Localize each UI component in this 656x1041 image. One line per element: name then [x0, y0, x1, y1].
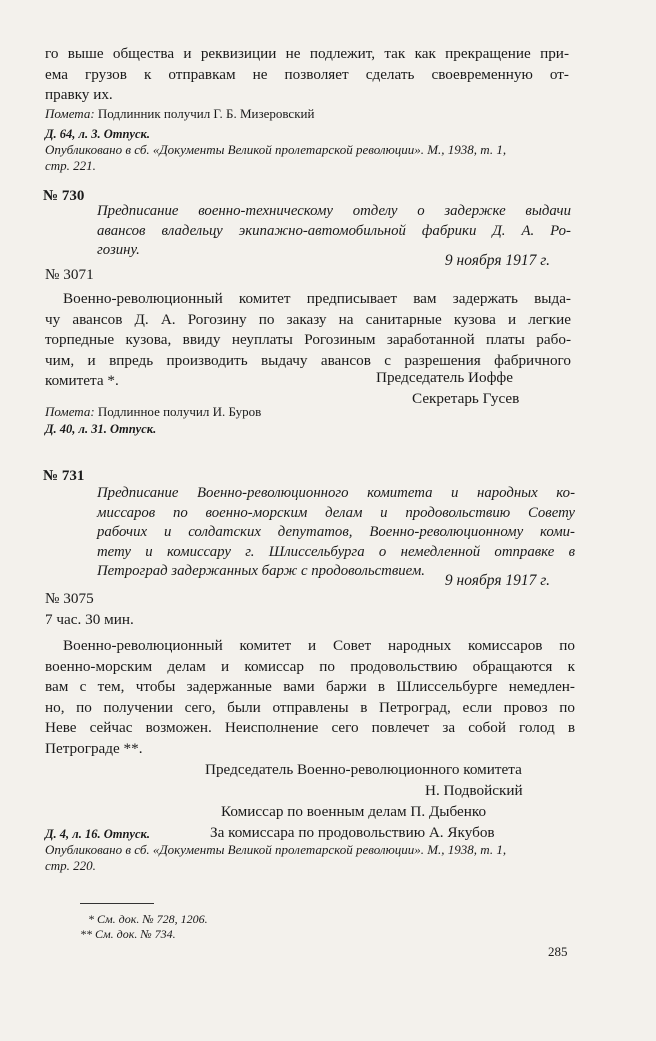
page-number: 285 [548, 944, 568, 959]
title-line: рабочих и солдатских депутатов, Военно-революционному коми- [97, 524, 575, 540]
archive-ref: Д. 4, л. 16. Отпуск. [45, 827, 150, 841]
title-line: тету и комиссару г. Шлиссельбурга о немедленной отправке в [97, 543, 575, 560]
body-line: Военно-революционный комитет предписывает вам задержать выда- [63, 290, 571, 307]
body-line: Неве сейчас возможен. Неисполнение сего повлечет за собой голод в [45, 719, 575, 736]
document-number: № 730 [43, 188, 85, 204]
top-note [45, 106, 314, 122]
signature-line: За комиссара по продовольствию А. Якубов [210, 824, 495, 841]
document-number: № 731 [43, 468, 85, 484]
title-line: Предписание военно-техническому отделу о задержке выдачи [97, 203, 571, 219]
title-line: авансов владельцу экипажно-автомобильной фабрики Д. А. Ро- [97, 222, 571, 239]
footnote-divider [80, 903, 154, 904]
title-line: Петроград задержанных барж с продовольствием. [97, 563, 426, 579]
body-line: Военно-революционный комитет и Совет народных комиссаров по [63, 637, 575, 654]
paragraph-line: ема грузов к отправкам не позволяет сделать своевременную от- [45, 65, 569, 83]
footnote: ** См. док. № 734. [80, 927, 176, 941]
footnote: * См. док. № 728, 1206. [88, 912, 208, 926]
document-time: 7 час. 30 мин. [45, 611, 134, 628]
document-ref: № 3071 [45, 266, 94, 283]
published-line: Опубликовано в сб. «Документы Великой пролетарской революции». М., 1938, т. 1, [45, 142, 507, 157]
title-line: миссаров по военно-морским делам и продовольствию Совету [97, 504, 575, 521]
paragraph-line: го выше общества и реквизиции не подлежит, так как прекращение при- [45, 45, 569, 62]
published-line: стр. 221. [45, 158, 96, 173]
signature-line: Председатель Военно-революционного комитета [205, 761, 522, 778]
document-date: 9 ноября 1917 г. [444, 252, 550, 269]
published-note [45, 842, 590, 874]
document-body [45, 636, 575, 759]
continuation-paragraph [45, 44, 569, 106]
title-line: Предписание Военно-революционного комитета и народных ко- [97, 485, 575, 501]
body-line: чим, и впредь производить выдачу авансов с разрешения фабричного [45, 351, 571, 369]
published-line: Опубликовано в сб. «Документы Великой пролетарской революции». М., 1938, т. 1, [45, 842, 507, 857]
signature-block [150, 759, 570, 843]
document-note [45, 404, 261, 420]
published-line: стр. 220. [45, 858, 96, 873]
paragraph-line: правку их. [45, 86, 113, 103]
signature-line: Комиссар по военным делам П. Дыбенко [221, 803, 487, 820]
signature-block [300, 368, 536, 409]
published-note [45, 142, 585, 174]
archive-ref: Д. 64, л. 3. Отпуск. [45, 127, 150, 141]
signature-line: Секретарь Гусев [412, 389, 520, 407]
signature-line: Председатель Иоффе [376, 369, 513, 386]
title-line: гозину. [97, 242, 140, 258]
note-label: Помета: [45, 106, 95, 121]
document-title [97, 484, 575, 582]
note-text: Подлинник получил Г. Б. Мизеровский [97, 106, 315, 121]
body-line: торпедные кузова, ввиду неуплаты Рогозиным заработанной платы рабо- [45, 331, 571, 348]
body-line: вам с тем, чтобы задержанные вами баржи в Шлиссельбурге немедлен- [45, 678, 575, 695]
body-line: чу авансов Д. А. Рогозину по заказу на санитарные кузова и легкие [45, 310, 571, 328]
body-line: комитета *. [45, 372, 119, 389]
body-line: военно-морским делам и комиссар по продовольствию обращаются к [45, 657, 575, 675]
footnotes [80, 912, 208, 942]
signature-line: Н. Подвойский [425, 782, 523, 799]
body-line: но, по получении сего, были отправлены в Петроград, если провоз по [45, 698, 575, 716]
note-text: Подлинное получил И. Буров [97, 404, 262, 419]
document-date: 9 ноября 1917 г. [444, 572, 550, 589]
note-label: Помета: [45, 404, 95, 419]
body-line: Петрограде **. [45, 739, 143, 757]
archive-ref: Д. 40, л. 31. Отпуск. [45, 422, 157, 436]
document-ref: № 3075 [45, 590, 94, 607]
